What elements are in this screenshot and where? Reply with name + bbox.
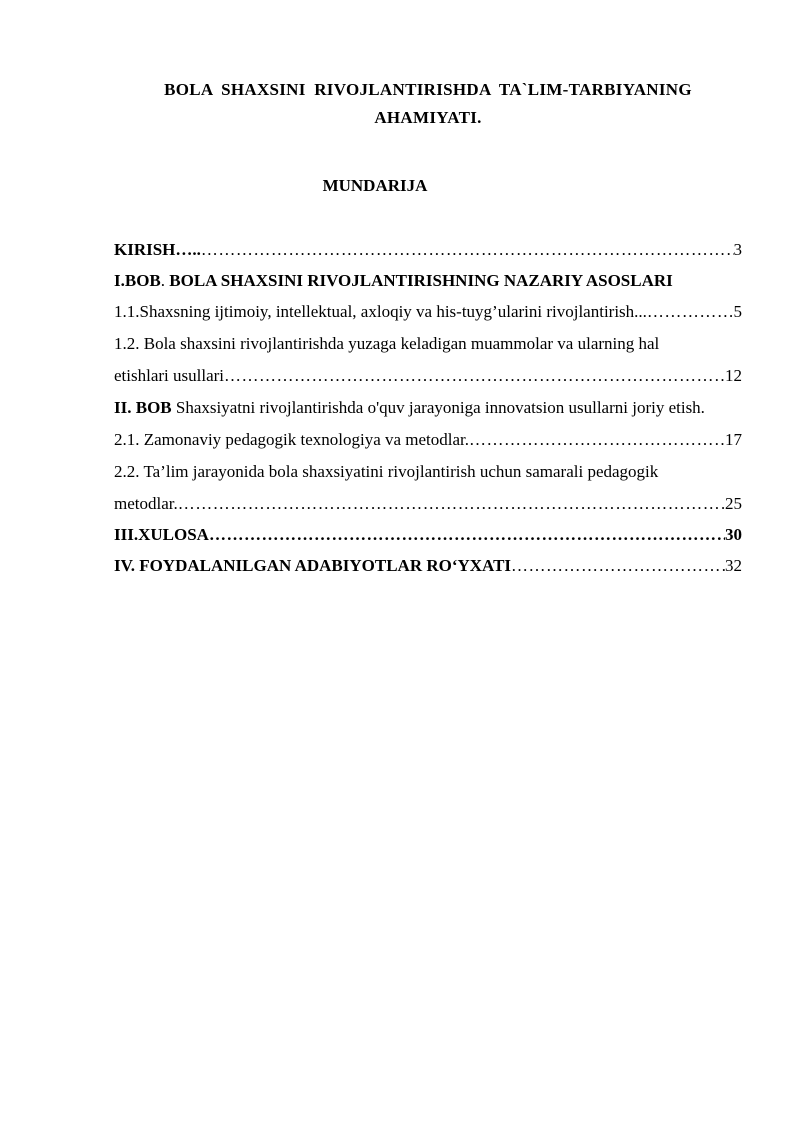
chapter-prefix: I.BOB (114, 271, 161, 290)
dot-leader (647, 298, 734, 326)
chapter-separator: . (160, 271, 170, 290)
toc-chapter-2[interactable] (114, 393, 742, 423)
toc-entry-label: III.XULOSA (114, 525, 209, 544)
chapter-title: Shaxsiyatni rivojlantirishda o'quv jarayoniga innovatsion usullarni joriy etish. (175, 398, 705, 417)
toc-page-number: 12 (725, 366, 742, 385)
toc-entry-label: metodlar. (114, 494, 178, 513)
toc-page-number: 5 (733, 302, 742, 321)
toc-entry-conclusion[interactable] (114, 521, 742, 549)
table-of-contents (114, 236, 742, 583)
toc-page-number: 30 (725, 525, 742, 544)
toc-entry-label: 1.1.Shaxsning ijtimoiy, intellektual, axloqiy va his-tuyg’ularini rivojlantirish... (114, 302, 647, 321)
toc-page-number: 32 (725, 556, 742, 575)
dot-leader (469, 426, 725, 454)
toc-page-number: 3 (733, 240, 742, 259)
toc-chapter-1[interactable] (114, 267, 742, 295)
dot-leader (201, 236, 734, 264)
dot-leader (178, 490, 725, 518)
dot-leader (511, 552, 725, 580)
chapter-title: BOLA SHAXSINI RIVOJLANTIRISHNING NAZARIY ASOSLARI (169, 271, 673, 290)
toc-entry-2-1[interactable] (114, 426, 742, 454)
contents-heading: MUNDARIJA (322, 176, 428, 195)
document-title: BOLA SHAXSINI RIVOJLANTIRISHDA TA`LIM-TARBIYANING AHAMIYATI. (164, 80, 692, 127)
toc-entry-label: 2.1. Zamonaviy pedagogik texnologiya va metodlar. (114, 430, 470, 449)
chapter-prefix: II. BOB (114, 398, 172, 417)
toc-entry-1-2-line1[interactable]: 1.2. Bola shaxsini rivojlantirishda yuzaga keladigan muammolar va ularning hal (114, 334, 660, 353)
toc-page-number: 17 (725, 430, 742, 449)
toc-entry-label: KIRISH….. (114, 240, 201, 259)
toc-entry-1-1[interactable] (114, 298, 742, 326)
dot-leader (224, 362, 725, 390)
toc-entry-2-2[interactable] (114, 490, 742, 518)
toc-entry-references[interactable] (114, 552, 742, 580)
toc-entry-label: etishlari usullari (114, 366, 225, 385)
toc-page-number: 25 (725, 494, 742, 513)
toc-entry-1-2[interactable] (114, 362, 742, 390)
dot-leader (209, 521, 725, 549)
toc-entry-2-2-line1[interactable]: 2.2. Ta’lim jarayonida bola shaxsiyatini rivojlantirish uchun samarali pedagogik (114, 462, 659, 481)
toc-entry-label: IV. FOYDALANILGAN ADABIYOTLAR RO‘YXATI (114, 556, 512, 575)
toc-entry-intro[interactable] (114, 236, 742, 264)
